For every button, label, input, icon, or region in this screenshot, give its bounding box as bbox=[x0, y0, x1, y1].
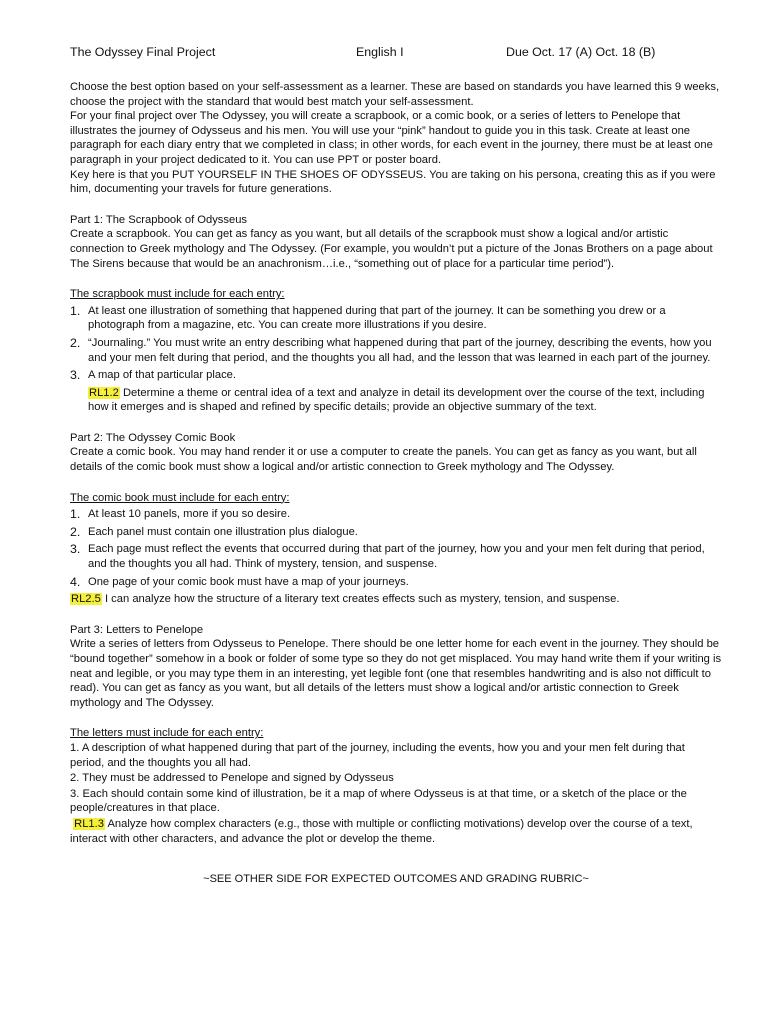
list-item: 2. Each panel must contain one illustration plus dialogue. bbox=[70, 524, 358, 539]
list-item: 2. “Journaling.” You must write an entry describing what happened during that part of the journey, describing the events, how you and your men felt during that period, and the thoughts you all had, and the lesson that was learned in each part of the journey. bbox=[70, 335, 712, 364]
standard-text: Analyze how complex characters (e.g., those with multiple or conflicting motivations) develop over the course of a text, interact with other characters, and advance the plot or develop the theme. bbox=[70, 817, 693, 845]
standard-code-highlight: RL2.5 bbox=[71, 593, 101, 606]
list-item: 3. A map of that particular place. bbox=[70, 368, 237, 383]
part2-list-heading: The comic book must include for each entry: bbox=[70, 491, 290, 504]
part3-list-heading: The letters must include for each entry: bbox=[70, 727, 264, 740]
part2-description: Create a comic book. You may hand render it or use a computer to create the panels. You can get as fancy as you want, but all details of the comic book must show a logical and/or artistic connection to Greek mythology and The Odyssey. bbox=[70, 446, 697, 474]
footer-note: ~SEE OTHER SIDE FOR EXPECTED OUTCOMES AND GRADING RUBRIC~ bbox=[203, 873, 589, 886]
part2-requirements-list bbox=[70, 507, 722, 589]
part3-title: Part 3: Letters to Penelope bbox=[70, 623, 204, 636]
list-item: 1. A description of what happened during that part of the journey, including the events, how you and your men felt during that period, and the thoughts you all had. bbox=[70, 741, 685, 769]
list-item: 2. They must be addressed to Penelope and signed by Odysseus bbox=[70, 772, 394, 785]
list-item: 1. At least 10 panels, more if you so desire. bbox=[70, 507, 291, 522]
list-item: 1. At least one illustration of something that happened during that part of the journey. It can be something you drew or a photograph from a magazine, etc. You can create more illustrations if you desire. bbox=[70, 303, 666, 332]
part2-title: Part 2: The Odyssey Comic Book bbox=[70, 431, 236, 444]
project-title: The Odyssey Final Project bbox=[70, 45, 216, 59]
part1-title: Part 1: The Scrapbook of Odysseus bbox=[70, 213, 248, 226]
course-name: English I bbox=[356, 45, 404, 59]
list-item: 3. Each page must reflect the events that occurred during that part of the journey, how you and your men felt during that period, and the thoughts you all had. Think of mystery, tension, and suspense. bbox=[70, 542, 705, 571]
standard-code-highlight: RL1.3 bbox=[74, 817, 104, 830]
part1-requirements-list bbox=[70, 304, 722, 383]
part3-standard bbox=[70, 817, 722, 846]
part3-requirements-list bbox=[70, 741, 722, 816]
part1-list-heading: The scrapbook must include for each entry: bbox=[70, 288, 285, 301]
part1-description: Create a scrapbook. You can get as fancy as you want, but all details of the scrapbook must show a logical and/or artistic connection to Greek mythology and The Odyssey. (For example, you wouldn’t put a picture of the Jonas Brothers on a page about The Sirens because that would be an anachronism…i.e., “something out of place for a particular time period”). bbox=[70, 228, 713, 270]
part1-standard bbox=[88, 386, 722, 415]
part3-description: Write a series of letters from Odysseus to Penelope. There should be one letter home for each event in the journey. They should be “bound together” somehow in a book or folder of some type so they do not get misplaced. You may hand write them if your writing is neat and legible, or you may type them in an interesting, yet legible font (one that resembles handwriting and is also not difficult to read). You can get as fancy as you want, but all details of the letters must show a logical and/or artistic connection to Greek mythology and The Odyssey. bbox=[70, 638, 722, 709]
intro-paragraph-2: For your final project over The Odyssey, you will create a scrapbook, or a comic book, or a series of letters to Penelope that illustrates the journey of Odysseus and his men. You will use your “pink” handout to guide you in this task. Create at least one paragraph for each diary entry that we completed in class; in other words, for each event in the journey, there must be at least one paragraph in your project dedicated to it. You can use PPT or poster board. bbox=[70, 110, 713, 166]
intro-paragraph-3: Key here is that you PUT YOURSELF IN THE SHOES OF ODYSSEUS. You are taking on his persona, creating this as if you were him, documenting your travels for future generations. bbox=[70, 168, 716, 196]
standard-text: I can analyze how the structure of a literary text creates effects such as mystery, tension, and suspense. bbox=[101, 593, 620, 606]
list-item: 4. One page of your comic book must have a map of your journeys. bbox=[70, 574, 409, 589]
list-item: 3. Each should contain some kind of illustration, be it a map of where Odysseus is at that time, or a sketch of the place or the people/creatures in that place. bbox=[70, 787, 687, 815]
document-page bbox=[70, 44, 722, 887]
due-date: Due Oct. 17 (A) Oct. 18 (B) bbox=[506, 45, 656, 59]
part2-standard bbox=[70, 592, 722, 607]
standard-text: Determine a theme or central idea of a text and analyze in detail its development over the course of the text, including how it emerges and is shaped and refined by specific details; provide an objective summary of the text. bbox=[88, 386, 705, 414]
document-header bbox=[70, 44, 722, 60]
intro-paragraph-1: Choose the best option based on your self-assessment as a learner. These are based on standards you have learned this 9 weeks, choose the project with the standard that would best match your self-assessment. bbox=[70, 81, 720, 108]
standard-code-highlight: RL1.2 bbox=[89, 386, 119, 399]
